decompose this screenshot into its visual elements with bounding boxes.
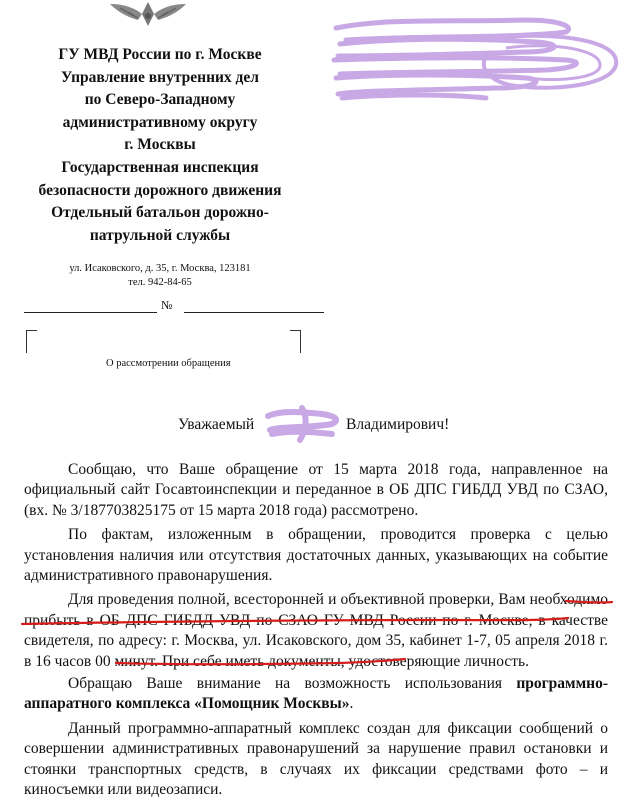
number-sign: № — [161, 298, 173, 312]
phone-line: тел. 942-84-65 — [128, 277, 192, 288]
paragraph-2: По фактам, изложенным в обращении, проводится проверка с целью установления наличия или отсутствия достаточных данных, указывающих на событие административного правонарушения. — [24, 526, 608, 585]
redaction-scribble — [326, 8, 626, 118]
emblem-icon — [108, 0, 188, 30]
letterhead-line: Управление внутренних дел — [61, 68, 259, 86]
letterhead-line: г. Москвы — [124, 136, 196, 154]
letterhead-line: Отдельный батальон дорожно- — [51, 204, 269, 222]
subject-line: О рассмотрении обращения — [106, 358, 231, 369]
registration-number-line — [24, 298, 304, 317]
paragraph-4-end: . — [349, 695, 354, 713]
letterhead-line: безопасности дорожного движения — [38, 181, 282, 199]
greeting-start: Уважаемый — [178, 416, 255, 433]
name-redaction — [262, 404, 346, 444]
paragraph-1: Сообщаю, что Ваше обращение от 15 марта 2018 года, направленное на официальный сайт Госавтоинспекции и переданное в ОБ ДПС ГИБДД УВД по СЗАО, (вх. № 3/187703825175 от 15 марта 2018 года) рассмотрено. — [24, 461, 608, 519]
address-block — [10, 262, 310, 290]
greeting-end: Владимирович! — [346, 416, 450, 433]
letterhead-block — [10, 44, 310, 247]
address-line: ул. Исаковского, д. 35, г. Москва, 123181 — [69, 263, 251, 274]
paragraph-3: Для проведения полной, всесторонней и объективной проверки, Вам необходимо прибыть в ОБ ДПС ГИБДД УВД по СЗАО ГУ МВД России по г. Москве, в качестве свидетеля, по адресу: г. Москва, ул. Исаковского, дом 35, кабинет 1-7, 05 апреля 2018 г. в 16 часов 00 минут. При себе иметь документы, удостоверяющие личность. — [24, 591, 608, 670]
paragraph-4-text: Обращаю Ваше внимание на возможность использования — [68, 675, 517, 693]
letter-body — [24, 460, 608, 805]
corner-mark-left — [26, 330, 37, 353]
app-name-bold: программно-аппаратного комплекса «Помощник Москвы» — [24, 675, 608, 713]
letterhead-line: патрульной службы — [89, 226, 231, 244]
paragraph-5: Данный программно-аппаратный комплекс создан для фиксации сообщений о совершении административных правонарушений за нарушение правил остановки и стоянки транспортных средств, в случаях их фиксации средствами фото – и киносъемки или видеозаписи. — [24, 719, 608, 799]
number-blank — [184, 312, 324, 313]
paragraph-4 — [24, 674, 608, 715]
letterhead-line: административному округу — [62, 113, 258, 131]
letterhead-line: Государственная инспекция — [61, 158, 259, 176]
letterhead-line: ГУ МВД России по г. Москве — [58, 46, 262, 63]
date-blank — [24, 312, 157, 313]
letterhead-line: по Северо-Западному — [84, 91, 236, 109]
corner-mark-right — [290, 330, 301, 353]
